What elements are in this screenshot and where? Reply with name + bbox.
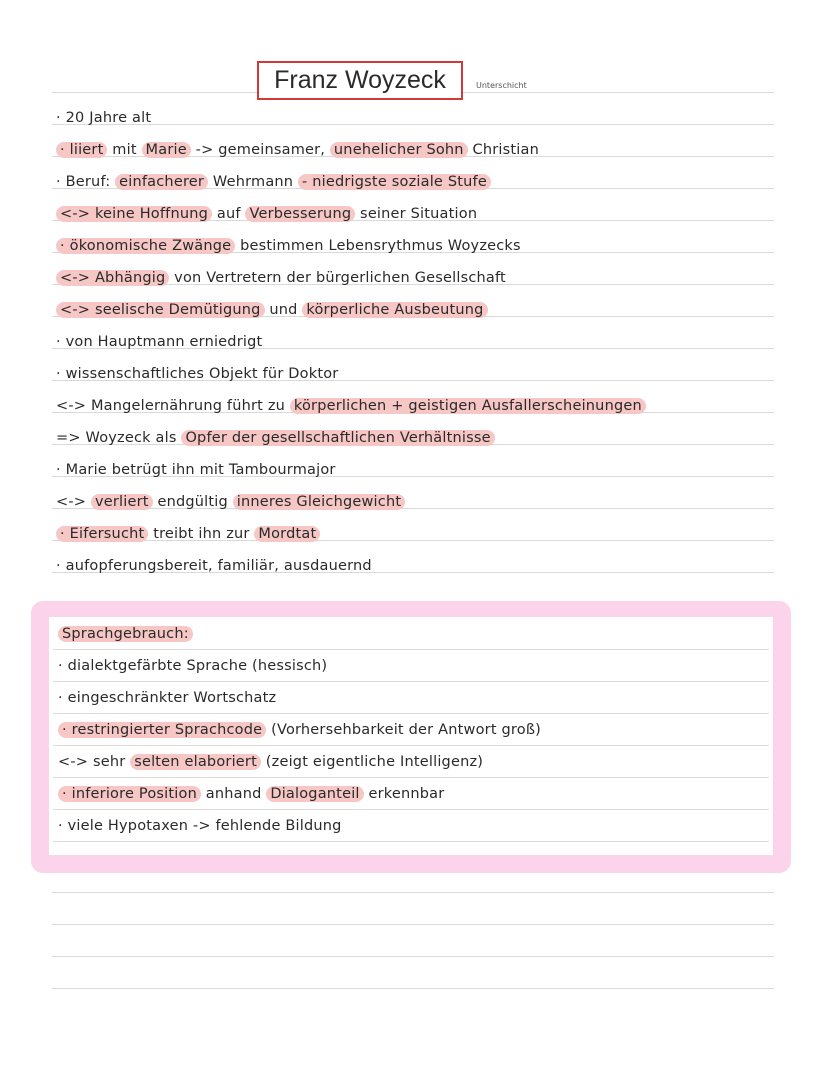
note-line: [56, 394, 816, 418]
highlighted-text: Dialoganteil: [266, 786, 363, 802]
note-line: [56, 234, 816, 258]
note-line: [56, 362, 816, 386]
highlighted-text: Mordtat: [254, 526, 320, 542]
note-line: [56, 522, 816, 546]
note-text: · Beruf:: [56, 174, 116, 190]
note-text: bestimmen Lebensrythmus Woyzecks: [235, 238, 521, 254]
ruled-line: [52, 956, 774, 957]
note-text: · eingeschränkter Wortschatz: [58, 690, 277, 706]
highlighted-text: Opfer der gesellschaftlichen Verhältnisse: [181, 430, 494, 446]
note-text: · dialektgefärbte Sprache (hessisch): [58, 658, 328, 674]
note-line: [56, 138, 816, 162]
note-text: von Vertretern der bürgerlichen Gesellschaft: [169, 270, 506, 286]
highlighted-text: Verbesserung: [245, 206, 355, 222]
note-text: · Marie betrügt ihn mit Tambourmajor: [56, 462, 336, 478]
note-text: seiner Situation: [355, 206, 478, 222]
note-line: [56, 458, 816, 482]
ruled-line: [52, 924, 774, 925]
section-heading: [58, 622, 818, 646]
ruled-line: [53, 681, 769, 682]
note-text: auf: [212, 206, 246, 222]
note-text: endgültig: [152, 494, 233, 510]
highlighted-text: · inferiore Position: [58, 786, 201, 802]
note-line: [56, 298, 816, 322]
note-text: · von Hauptmann erniedrigt: [56, 334, 263, 350]
section-heading-text: Sprachgebrauch:: [58, 626, 193, 642]
title-annotation: Unterschicht: [476, 81, 527, 90]
ruled-line: [52, 892, 774, 893]
highlighted-text: · restringierter Sprachcode: [58, 722, 266, 738]
highlighted-text: <-> keine Hoffnung: [56, 206, 212, 222]
highlighted-text: - niedrigste soziale Stufe: [298, 174, 491, 190]
note-line: [56, 202, 816, 226]
note-text: · 20 Jahre alt: [56, 110, 152, 126]
note-line: [58, 654, 818, 678]
highlighted-text: inneres Gleichgewicht: [233, 494, 406, 510]
note-line: [56, 426, 816, 450]
highlighted-text: · liiert: [56, 142, 107, 158]
note-text: Wehrmann: [208, 174, 298, 190]
highlighted-text: <-> Abhängig: [56, 270, 169, 286]
highlighted-text: <-> seelische Demütigung: [56, 302, 265, 318]
note-line: [58, 750, 818, 774]
note-text: => Woyzeck als: [56, 430, 182, 446]
note-line: [58, 686, 818, 710]
ruled-line: [53, 745, 769, 746]
note-line: [56, 554, 816, 578]
note-text: Christian: [467, 142, 539, 158]
note-text: mit: [107, 142, 142, 158]
ruled-line: [53, 809, 769, 810]
highlighted-text: · Eifersucht: [56, 526, 148, 542]
page-title: Franz Woyzeck: [257, 61, 463, 100]
note-text: · viele Hypotaxen -> fehlende Bildung: [58, 818, 342, 834]
note-text: anhand: [200, 786, 267, 802]
highlighted-text: einfacherer: [115, 174, 208, 190]
highlighted-text: · ökonomische Zwänge: [56, 238, 235, 254]
highlighted-text: Marie: [142, 142, 191, 158]
note-text: <-> Mangelernährung führt zu: [56, 398, 290, 414]
highlighted-text: unehelicher Sohn: [330, 142, 468, 158]
ruled-line: [53, 841, 769, 842]
note-line: [58, 718, 818, 742]
highlighted-text: körperlichen + geistigen Ausfallerscheinungen: [290, 398, 646, 414]
note-text: -> gemeinsamer,: [190, 142, 330, 158]
highlighted-text: körperliche Ausbeutung: [302, 302, 487, 318]
ruled-line: [53, 777, 769, 778]
highlighted-text: selten elaboriert: [130, 754, 261, 770]
ruled-line: [52, 988, 774, 989]
ruled-line: [53, 713, 769, 714]
note-text: · wissenschaftliches Objekt für Doktor: [56, 366, 339, 382]
note-line: [58, 814, 818, 838]
note-line: [56, 490, 816, 514]
note-text: erkennbar: [363, 786, 445, 802]
note-line: [56, 106, 816, 130]
highlighted-text: verliert: [91, 494, 153, 510]
note-line: [56, 266, 816, 290]
note-line: [56, 330, 816, 354]
note-text: treibt ihn zur: [148, 526, 255, 542]
note-text: <->: [56, 494, 91, 510]
note-line: [56, 170, 816, 194]
note-text: · aufopferungsbereit, familiär, ausdauernd: [56, 558, 372, 574]
ruled-line: [53, 649, 769, 650]
note-text: (zeigt eigentliche Intelligenz): [260, 754, 484, 770]
note-text: und: [264, 302, 303, 318]
note-text: (Vorhersehbarkeit der Antwort groß): [266, 722, 542, 738]
note-text: <-> sehr: [58, 754, 131, 770]
note-line: [58, 782, 818, 806]
